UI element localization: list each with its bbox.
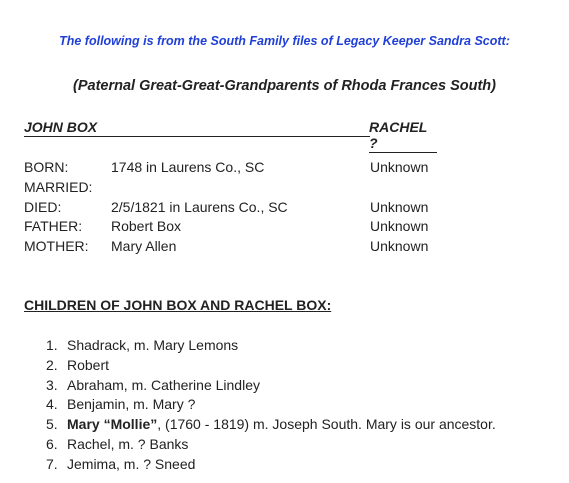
list-number: 5. [46,416,58,433]
child-text: Rachel, m. ? Banks [67,435,189,452]
child-text: Benjamin, m. Mary ? [67,396,196,413]
page-subtitle: (Paternal Great-Great-Grandparents of Rhoda Frances South) [73,78,496,94]
list-item [46,455,496,475]
child-text: Jemima, m. ? Sneed [67,455,196,472]
husband-fact: Robert Box [111,218,182,235]
fact-row-born [24,158,544,178]
list-number: 7. [46,455,58,472]
children-list [46,336,496,475]
list-item [46,376,496,396]
fact-label: DIED: [24,198,62,215]
wife-name: RACHEL ? [369,119,428,151]
fact-row-mother [24,237,544,257]
list-number: 6. [46,435,58,452]
husband-fact: Mary Allen [111,238,177,255]
child-text: , (1760 - 1819) m. Joseph South. Mary is our ancestor. [157,416,496,433]
child-text: Robert [67,356,110,373]
wife-header [369,119,437,153]
husband-fact: 1748 in Laurens Co., SC [111,159,265,175]
source-note: The following is from the South Family files of Legacy Keeper Sandra Scott: [59,34,510,48]
husband-header [24,119,370,137]
facts-table [24,158,544,257]
fact-label: FATHER: [24,218,83,235]
list-item [46,356,496,376]
fact-row-married [24,178,544,198]
list-number: 3. [46,376,58,393]
fact-row-died [24,198,544,218]
child-text: Shadrack, m. Mary Lemons [67,337,239,353]
list-item [46,435,496,455]
child-text: Abraham, m. Catherine Lindley [67,376,260,393]
wife-fact: Unknown [370,198,429,215]
husband-name: JOHN BOX [24,119,98,135]
fact-label: BORN: [24,159,69,175]
list-number: 2. [46,356,58,373]
list-item [46,415,496,435]
list-number: 4. [46,396,58,413]
child-name-emphasis: Mary “Mollie” [67,416,158,433]
wife-fact: Unknown [370,218,429,235]
list-item [46,336,496,356]
fact-label: MARRIED: [24,178,93,195]
children-heading: CHILDREN OF JOHN BOX AND RACHEL BOX: [24,297,332,313]
wife-fact: Unknown [370,159,429,175]
list-item [46,395,496,415]
wife-fact: Unknown [370,238,429,255]
fact-row-father [24,217,544,237]
list-number: 1. [46,337,58,353]
fact-label: MOTHER: [24,238,89,255]
husband-fact: 2/5/1821 in Laurens Co., SC [111,198,288,215]
